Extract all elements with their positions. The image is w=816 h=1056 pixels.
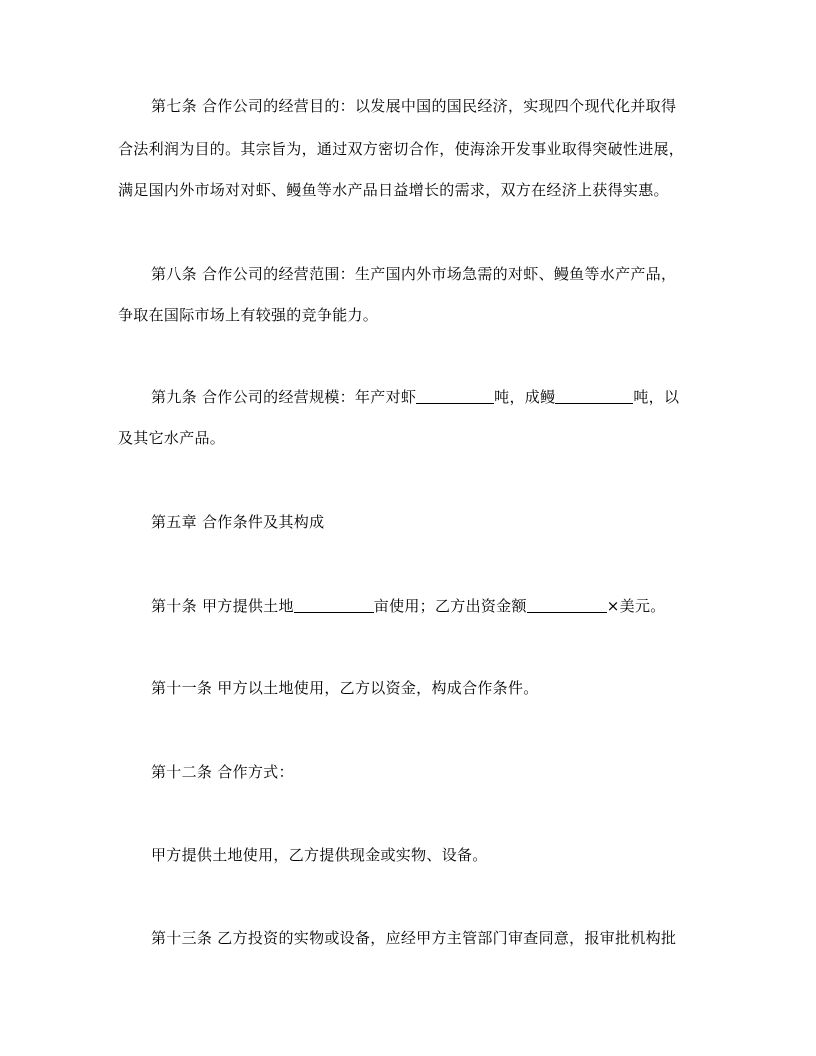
shrimp-tonnage-blank bbox=[416, 389, 494, 404]
article-8-line-2: 争取在国际市场上有较强的竞争能力。 bbox=[118, 306, 379, 324]
article-12-body: 甲方提供土地使用，乙方提供现金或实物、设备。 bbox=[151, 846, 488, 864]
article-12-title: 第十二条 合作方式： bbox=[151, 763, 294, 781]
article-9-text-b: 吨，成鳗 bbox=[494, 388, 556, 406]
article-9-text-a: 第九条 合作公司的经营规模：年产对虾 bbox=[151, 388, 417, 406]
article-10-text-c: ×美元。 bbox=[606, 597, 666, 615]
chapter-5-heading: 第五章 合作条件及其构成 bbox=[151, 513, 325, 531]
article-10-text-a: 第十条 甲方提供土地 bbox=[151, 597, 294, 615]
article-9-text-c: 吨，以 bbox=[633, 388, 680, 406]
eel-tonnage-blank bbox=[555, 389, 633, 404]
article-7-line-1: 第七条 合作公司的经营目的：以发展中国的国民经济，实现四个现代化并取得 bbox=[151, 97, 677, 115]
article-10-text-b: 亩使用；乙方出资金额 bbox=[373, 597, 527, 615]
land-area-blank bbox=[294, 598, 374, 613]
article-11-line: 第十一条 甲方以土地使用，乙方以资金，构成合作条件。 bbox=[151, 679, 539, 697]
capital-amount-blank bbox=[527, 598, 607, 613]
article-7-line-3: 满足国内外市场对对虾、鳗鱼等水产品日益增长的需求，双方在经济上获得实惠。 bbox=[118, 181, 669, 199]
article-10-line bbox=[151, 596, 666, 616]
article-8-line-1: 第八条 合作公司的经营范围：生产国内外市场急需的对虾、鳗鱼等水产产品， bbox=[151, 265, 677, 283]
article-7-line-2: 合法利润为目的。其宗旨为，通过双方密切合作，使海涂开发事业取得突破性进展， bbox=[118, 140, 685, 158]
article-13-line-1: 第十三条 乙方投资的实物或设备，应经甲方主管部门审查同意，报审批机构批 bbox=[151, 929, 677, 947]
article-9-line-2: 及其它水产品。 bbox=[118, 429, 226, 447]
article-9-line-1 bbox=[151, 387, 679, 407]
